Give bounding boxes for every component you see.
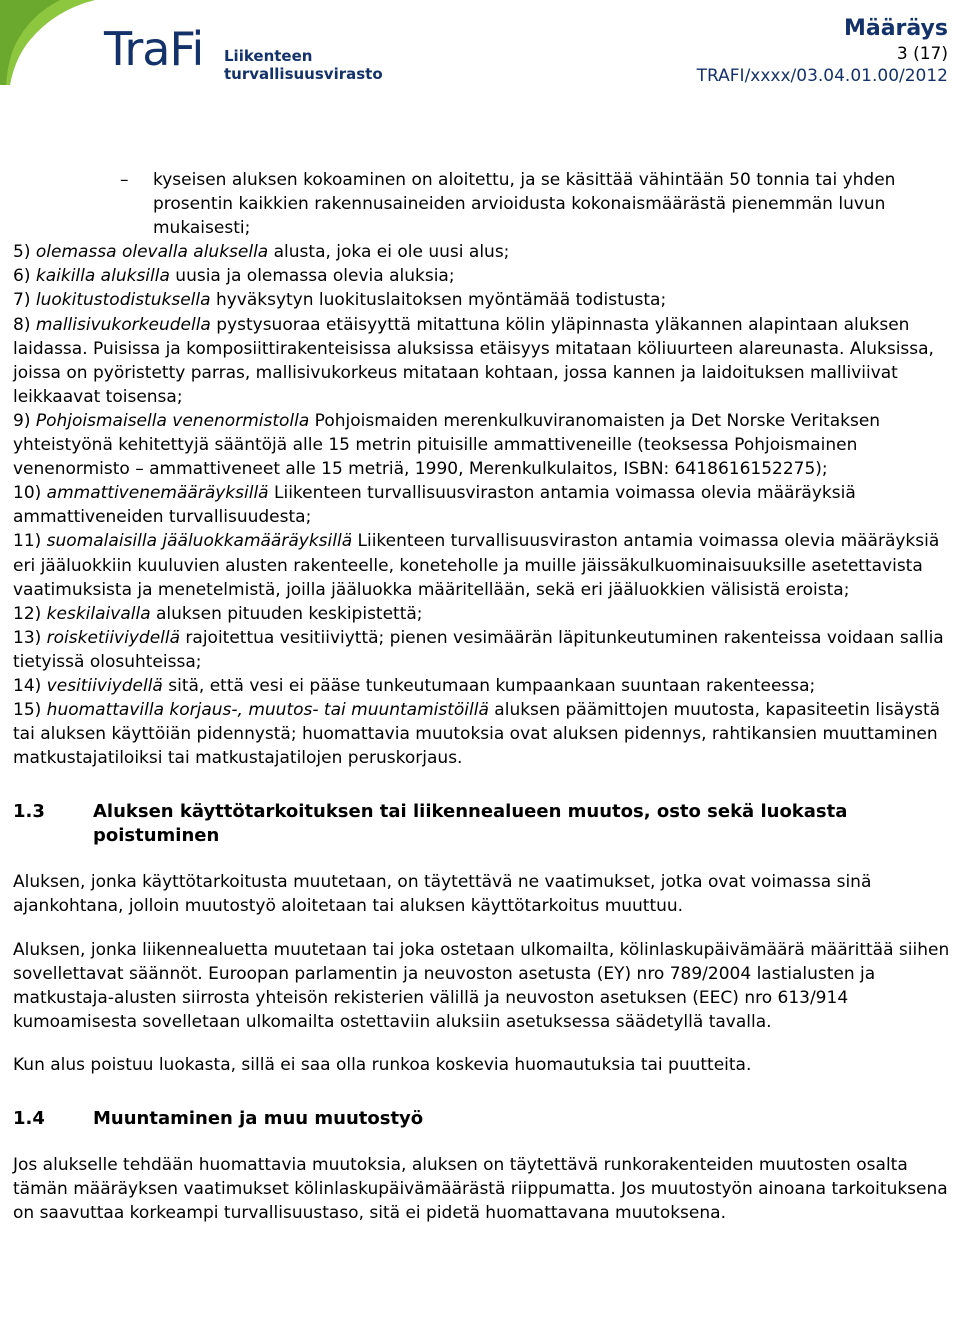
definition-item: 14) vesitiiviydellä sitä, että vesi ei pääse tunkeutumaan kumpaankaan suuntaan rakenteessa;: [13, 675, 816, 696]
section-number: 1.3: [13, 801, 45, 823]
section-title: Aluksen käyttötarkoituksen tai liikennealueen muutos, osto sekä luokasta poistuminen: [93, 801, 848, 847]
definition-term: Pohjoismaisella venenormistolla: [35, 410, 310, 431]
definition-term: luokitustodistuksella: [35, 290, 211, 311]
definition-term: kaikilla aluksilla: [35, 266, 170, 287]
definition-term: huomattavilla korjaus-, muutos- tai muuntamistöillä: [46, 700, 489, 721]
trafi-swoosh-icon: [0, 0, 110, 90]
document-meta: [697, 16, 948, 87]
definitions-list: [13, 240, 953, 770]
definition-term: keskilaivalla: [46, 603, 151, 624]
section-heading-1-3: [13, 800, 953, 848]
section-heading-1-4: [13, 1107, 953, 1131]
definition-term: roisketiiviydellä: [46, 627, 181, 648]
paragraph: Kun alus poistuu luokasta, sillä ei saa olla runkoa koskevia huomautuksia tai puutteita.: [13, 1054, 752, 1075]
definition-item: 9) Pohjoismaisella venenormistolla Pohjoismaiden merenkulkuviranomaisten ja Det Norske Veritaksen yhteistyönä kehitettyjä sääntöjä alle 15 metrin pituisille ammattiveneille (teoksessa Pohjoismainen venenormisto – ammattiveneet alle 15 metriä, 1990, Merenkulkulaitos, ISBN: 6418616152275);: [13, 410, 881, 480]
document-body: [13, 168, 953, 1225]
definition-term: mallisivukorkeudella: [35, 314, 211, 335]
document-reference: TRAFI/xxxx/03.04.01.00/2012: [696, 66, 948, 86]
paragraph: Jos alukselle tehdään huomattavia muutoksia, aluksen on täytettävä runkorakenteiden muutosten osalta tämän määräyksen vaatimukset kölinlaskupäivämäärästä riippumatta. Jos muutostyön ainoana tarkoituksena on saavuttaa korkeampi turvallisuustaso, sitä ei pidetä huomattavana muutoksena.: [13, 1155, 948, 1224]
definition-term: olemassa olevalla aluksella: [35, 242, 269, 263]
definition-item: 7) luokitustodistuksella hyväksytyn luokituslaitoksen myöntämää todistusta;: [13, 290, 667, 311]
section-title: Muuntaminen ja muu muutostyö: [93, 1108, 424, 1129]
section-number: 1.4: [13, 1108, 45, 1129]
definition-item: 12) keskilaivalla aluksen pituuden keskipistettä;: [13, 603, 423, 624]
page-number: 3 (17): [896, 44, 948, 64]
document-type: Määräys: [843, 16, 948, 41]
definition-item: 13) roisketiiviydellä rajoitettua vesitiiviyttä; pienen vesimäärän läpitunkeutuminen rakenteissa voidaan sallia tietyissä olosuhteissa;: [13, 627, 944, 672]
list-continuation-item: [13, 168, 953, 240]
definition-item: 5) olemassa olevalla aluksella alusta, joka ei ole uusi alus;: [13, 242, 510, 263]
definition-item: 15) huomattavilla korjaus-, muutos- tai muuntamistöillä aluksen päämittojen muutosta, kapasiteetin lisäystä tai aluksen käyttöiän pidennystä; huomattavia muutoksia ovat aluksen pidennys, rahtikansien muuttaminen matkustajatiloiksi tai matkustajatilojen peruskorjaus.: [13, 700, 941, 769]
paragraph: Aluksen, jonka käyttötarkoitusta muutetaan, on täytettävä ne vaatimukset, jotka ovat voimassa sinä ajankohtana, jolloin muutostyö aloitetaan tai aluksen käyttötarkoitus muuttuu.: [13, 872, 872, 917]
list-continuation-text: kyseisen aluksen kokoaminen on aloitettu, ja se käsittää vähintään 50 tonnia tai yhden prosentin kaikkien rakennusaineiden arvioidusta kokonaismäärästä pienemmän luvun mukaisesti;: [153, 170, 896, 239]
definition-item: 8) mallisivukorkeudella pystysuoraa etäisyyttä mitattuna kölin yläpinnasta yläkannen alapintaan aluksen laidassa. Puisissa ja komposiittirakenteisissa aluksissa etäisyys mitataan köliuurteen alareunasta. Aluksissa, joissa on pyöristetty parras, mallisivukorkeus mitataan kohtaan, jossa kannen ja laidoituksen malliviivat leikkaavat toisensa;: [13, 314, 934, 407]
definition-item: 11) suomalaisilla jääluokkamääräyksillä Liikenteen turvallisuusviraston antamia voimassa olevia määräyksiä eri jääluokkiin kuuluvien alusten rakenteelle, koneteholle ja muille jäissäkulkuominaisuuksille asetettavista vaatimuksista ja menetelmistä, joilla jääluokka määritellään, sekä eri jääluokkien välisistä eroista;: [13, 531, 940, 600]
definition-item: 6) kaikilla aluksilla uusia ja olemassa olevia aluksia;: [13, 266, 455, 287]
definition-item: 10) ammattivenemääräyksillä Liikenteen turvallisuusviraston antamia voimassa olevia määräyksiä ammattiveneiden turvallisuudesta;: [13, 483, 856, 528]
logo-wordmark: TraFi: [104, 22, 204, 76]
trafi-logo: [0, 0, 450, 90]
logo-subtitle: Liikenteen turvallisuusvirasto: [224, 47, 383, 83]
definition-term: suomalaisilla jääluokkamääräyksillä: [46, 531, 353, 552]
definition-term: ammattivenemääräyksillä: [46, 483, 269, 504]
definition-term: vesitiiviydellä: [46, 675, 163, 696]
paragraph: Aluksen, jonka liikennealuetta muutetaan tai joka ostetaan ulkomailta, kölinlaskupäivämäärä määrittää siihen sovellettavat säännöt. Euroopan parlamentin ja neuvoston asetusta (EY) nro 789/2004 lastialusten ja matkustaja-alusten siirrosta yhteisön rekisterien välillä ja neuvoston asetuksen (EEC) nro 613/914 kumoamisesta sovelletaan ulkomailta ostettaviin aluksiin asetuksessa säädetyllä tavalla.: [13, 939, 950, 1032]
dash-bullet: –: [120, 170, 129, 190]
